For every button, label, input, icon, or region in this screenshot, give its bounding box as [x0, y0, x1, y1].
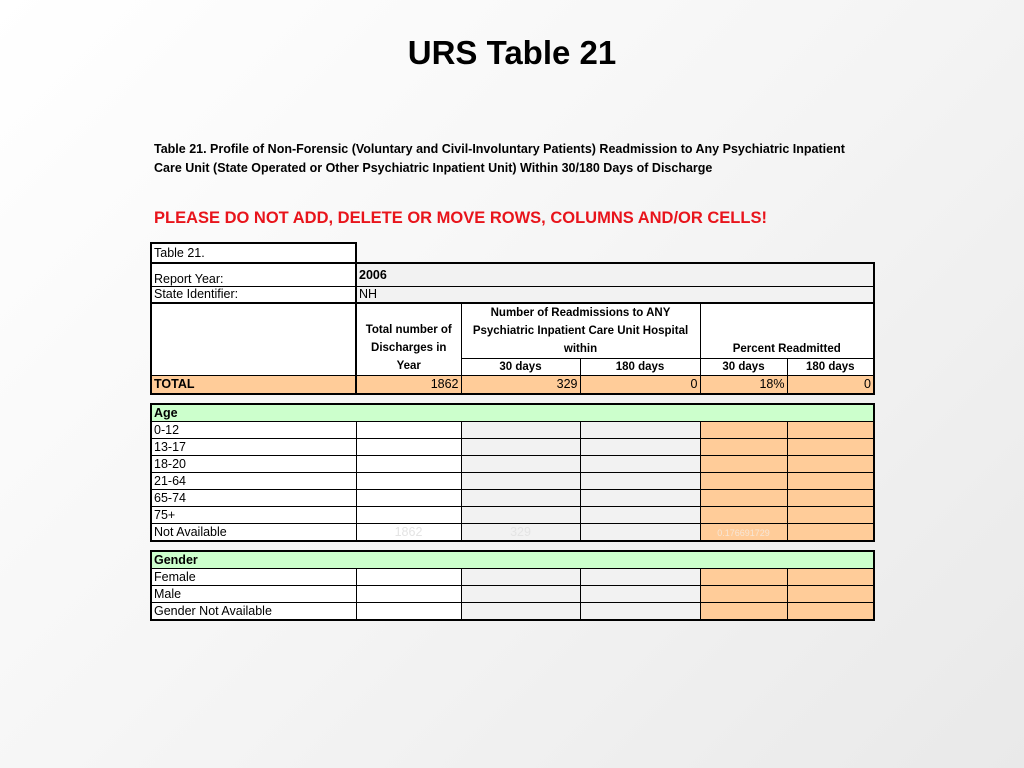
age-discharges-cell[interactable]: 1862 [356, 524, 461, 541]
age-percent-30-cell: 0.176691729 [700, 524, 787, 541]
header-readmit-180-days: 180 days [580, 359, 700, 376]
age-row-label: 18-20 [151, 456, 356, 473]
total-readmit-30-value: 329 [461, 376, 580, 394]
age-percent-180-cell [787, 456, 874, 473]
age-readmit-180-cell[interactable] [580, 456, 700, 473]
state-identifier-label: State Identifier: [151, 286, 356, 303]
report-year-label: Report Year: [151, 263, 356, 286]
gender-readmit-180-cell[interactable] [580, 569, 700, 586]
age-row-label: Not Available [151, 524, 356, 541]
age-readmit-30-cell[interactable] [461, 439, 580, 456]
header-readmissions: Number of Readmissions to ANY Psychiatric Inpatient Care Unit Hospital within [461, 303, 700, 359]
age-percent-180-cell [787, 422, 874, 439]
total-readmit-180-value: 0 [580, 376, 700, 394]
age-readmit-180-cell[interactable] [580, 422, 700, 439]
header-readmit-30-days: 30 days [461, 359, 580, 376]
age-row-label: 13-17 [151, 439, 356, 456]
total-percent-180-value: 0 [787, 376, 874, 394]
gender-discharges-cell[interactable] [356, 603, 461, 620]
table-label: Table 21. [151, 243, 356, 263]
age-row-label: 75+ [151, 507, 356, 524]
gender-readmit-180-cell[interactable] [580, 603, 700, 620]
header-percent-180-days: 180 days [787, 359, 874, 376]
gender-row-label: Male [151, 586, 356, 603]
gender-readmit-30-cell[interactable] [461, 569, 580, 586]
age-discharges-cell[interactable] [356, 490, 461, 507]
report-year-value[interactable]: 2006 [356, 263, 874, 286]
age-readmit-30-cell[interactable] [461, 422, 580, 439]
header-percent-30-days: 30 days [700, 359, 787, 376]
gender-percent-180-cell [787, 586, 874, 603]
state-identifier-value[interactable]: NH [356, 286, 874, 303]
total-discharges-value: 1862 [356, 376, 461, 394]
gender-percent-180-cell [787, 603, 874, 620]
age-discharges-cell[interactable] [356, 473, 461, 490]
age-percent-180-cell [787, 490, 874, 507]
age-discharges-cell[interactable] [356, 439, 461, 456]
total-percent-30-value: 18% [700, 376, 787, 394]
age-readmit-30-cell[interactable] [461, 490, 580, 507]
age-discharges-cell[interactable] [356, 422, 461, 439]
header-total-discharges: Total number of Discharges in Year [356, 303, 461, 376]
age-percent-180-cell [787, 507, 874, 524]
gender-percent-30-cell [700, 586, 787, 603]
urs-table-21 [150, 242, 875, 621]
warning-message: PLEASE DO NOT ADD, DELETE OR MOVE ROWS, COLUMNS AND/OR CELLS! [154, 209, 767, 227]
age-readmit-180-cell[interactable] [580, 524, 700, 541]
gender-discharges-cell[interactable] [356, 569, 461, 586]
gender-section-header: Gender [151, 551, 874, 569]
gender-percent-30-cell [700, 569, 787, 586]
gender-percent-30-cell [700, 603, 787, 620]
gender-row-label: Gender Not Available [151, 603, 356, 620]
gender-discharges-cell[interactable] [356, 586, 461, 603]
age-discharges-cell[interactable] [356, 507, 461, 524]
age-percent-180-cell [787, 439, 874, 456]
table-description: Table 21. Profile of Non-Forensic (Voluntary and Civil-Involuntary Patients) Readmission to Any Psychiatric Inpatient Care Unit (State Operated or Other Psychiatric Inpatient Unit) Within 30/180 Days of Discharge [154, 142, 845, 175]
age-percent-30-cell [700, 473, 787, 490]
header-percent-readmitted: Percent Readmitted [700, 303, 874, 359]
gender-readmit-180-cell[interactable] [580, 586, 700, 603]
age-readmit-180-cell[interactable] [580, 507, 700, 524]
total-row-label: TOTAL [151, 376, 356, 394]
age-percent-180-cell [787, 473, 874, 490]
age-readmit-30-cell[interactable]: 329 [461, 524, 580, 541]
gender-readmit-30-cell[interactable] [461, 586, 580, 603]
age-readmit-30-cell[interactable] [461, 473, 580, 490]
age-percent-30-cell [700, 422, 787, 439]
age-readmit-180-cell[interactable] [580, 490, 700, 507]
age-discharges-cell[interactable] [356, 456, 461, 473]
age-readmit-180-cell[interactable] [580, 473, 700, 490]
gender-percent-180-cell [787, 569, 874, 586]
age-percent-30-cell [700, 456, 787, 473]
age-percent-30-cell [700, 490, 787, 507]
age-percent-30-cell [700, 507, 787, 524]
age-readmit-30-cell[interactable] [461, 456, 580, 473]
age-percent-180-cell [787, 524, 874, 541]
age-readmit-30-cell[interactable] [461, 507, 580, 524]
gender-row-label: Female [151, 569, 356, 586]
age-readmit-180-cell[interactable] [580, 439, 700, 456]
gender-readmit-30-cell[interactable] [461, 603, 580, 620]
header-blank [151, 303, 356, 376]
age-section-header: Age [151, 404, 874, 422]
age-row-label: 21-64 [151, 473, 356, 490]
age-row-label: 0-12 [151, 422, 356, 439]
age-percent-30-cell [700, 439, 787, 456]
slide-title: URS Table 21 [407, 34, 617, 71]
age-row-label: 65-74 [151, 490, 356, 507]
